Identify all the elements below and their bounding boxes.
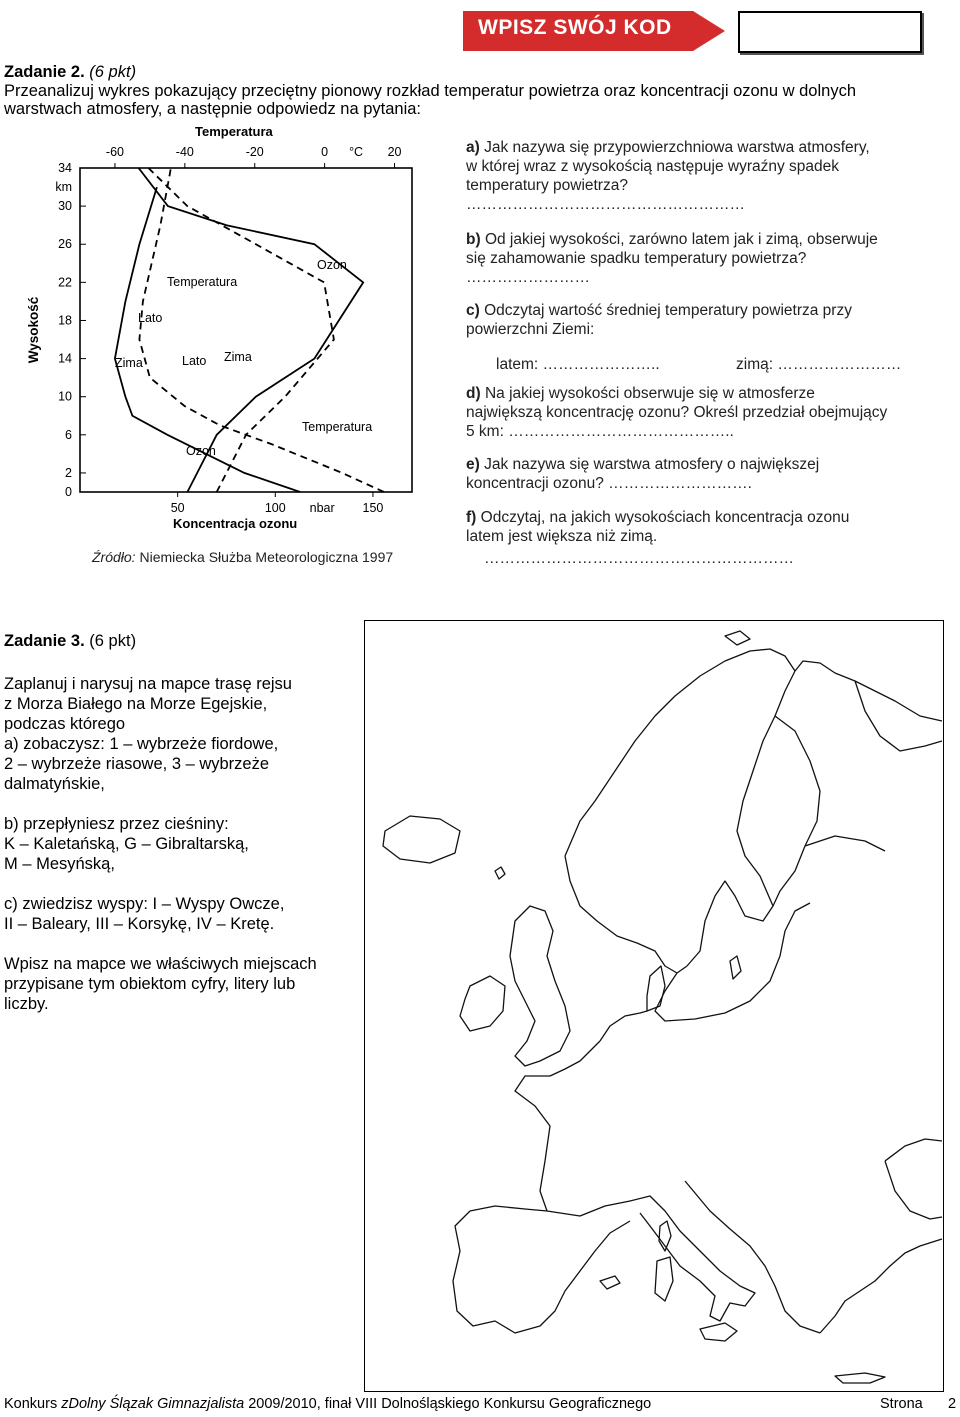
question-c <box>466 301 956 339</box>
chart-series-line <box>139 168 384 492</box>
island-balearics <box>600 1276 620 1289</box>
chart-top-tick-label: -40 <box>175 145 194 159</box>
coast-baltic-south <box>655 903 810 1021</box>
island-sardinia <box>655 1257 673 1301</box>
chart-y-tick-label: 22 <box>58 275 72 290</box>
coast-greece <box>820 1239 942 1333</box>
task3-p2-line1: Wpisz na mapce we właściwych miejscach <box>4 955 317 973</box>
question-a-line2: w której wraz z wysokością następuje wyraźny spadek <box>466 158 840 175</box>
question-d-line2: największą koncentrację ozonu? Określ przedział obejmujący <box>466 404 888 421</box>
chart-y-tick-label: 10 <box>58 389 72 404</box>
chart-top-tick-label: °C <box>349 145 364 159</box>
chart-y-tick-label: 6 <box>65 427 72 442</box>
page-footer <box>4 1396 957 1412</box>
question-a-line1: Jak nazywa się przypowierzchniowa warstwa atmosfery, <box>484 139 870 156</box>
task3-heading <box>4 631 136 651</box>
chart-y-tick-label: 26 <box>58 237 72 252</box>
question-e-line1: Jak nazywa się warstwa atmosfery o największej <box>484 456 820 473</box>
task3-p1-line1: Zaplanuj i narysuj na mapce trasę rejsu <box>4 675 292 693</box>
task3-b-line3: M – Mesyńską, <box>4 855 115 873</box>
task3-a-line2: 2 – wybrzeże riasowe, 3 – wybrzeże <box>4 755 270 773</box>
chart-series-line <box>148 168 334 492</box>
footer-contest-name: zDolny Ślązak Gimnazjalista <box>61 1396 245 1412</box>
answer-c-winter[interactable]: zimą: …………………… <box>736 356 902 373</box>
chart-bottom-tick-label: 50 <box>170 501 185 515</box>
task3-p1-line3: podczas którego <box>4 715 126 733</box>
code-label: WPISZ SWÓJ KOD <box>478 16 672 39</box>
europe-outline-map[interactable] <box>364 620 944 1392</box>
coast-scandinavia <box>565 649 942 966</box>
footer-page-label: Strona <box>880 1396 923 1412</box>
question-b-letter: b) <box>466 231 481 248</box>
chart-y-tick-label: 18 <box>58 313 72 328</box>
question-f-line2: latem jest większa niż zimą. <box>466 528 658 545</box>
chart-top-tick-label: -60 <box>105 145 124 159</box>
task2-points: (6 pkt) <box>89 63 137 81</box>
task3-a-line3: dalmatyńskie, <box>4 775 105 793</box>
task2-intro-2: warstwach atmosfery, a następnie odpowiedz na pytania: <box>4 100 422 118</box>
task3-b-line1: b) przepłyniesz przez cieśniny: <box>4 815 229 833</box>
coast-black-sea <box>885 1139 942 1219</box>
coast-finland-gulf <box>773 716 885 906</box>
chart-series-label: Ozon <box>317 258 347 272</box>
question-f <box>466 508 956 546</box>
footer-text-c: 2009/2010, finał VIII Dolnośląskiego Konkursu Geograficznego <box>244 1396 652 1412</box>
question-a-letter: a) <box>466 139 480 156</box>
question-c-line1: Odczytaj wartość średniej temperatury powietrza przy <box>484 302 852 319</box>
island-gotland <box>730 956 741 979</box>
coast-italy <box>630 1196 755 1321</box>
answer-f-blank[interactable]: …………………………………………………… <box>484 550 794 567</box>
task3-c-line1: c) zwiedzisz wyspy: I – Wyspy Owcze, <box>4 895 285 913</box>
chart-bottom-tick-label: 100 <box>264 501 286 515</box>
chart-frame <box>80 168 412 492</box>
chart-bottom-axis-title: Koncentracja ozonu <box>173 516 298 531</box>
question-f-line1: Odczytaj, na jakich wysokościach koncentracja ozonu <box>480 509 850 526</box>
question-b <box>466 230 956 287</box>
task3-p2-line2: przypisane tym obiektom cyfry, litery lub <box>4 975 296 993</box>
chart-bottom-tick-label: nbar <box>309 501 335 515</box>
source-prefix: Źródło: <box>92 549 136 565</box>
answer-c-summer[interactable]: latem: ………………….. <box>496 356 660 373</box>
footer-text-a: Konkurs <box>4 1396 62 1412</box>
task2-title: Zadanie 2. <box>4 63 85 81</box>
chart-y-tick-label: 2 <box>65 465 72 480</box>
island-sicily <box>700 1323 737 1341</box>
chart-y-tick-label: 30 <box>58 199 72 214</box>
source-text: Niemiecka Służba Meteorologiczna 1997 <box>139 549 394 565</box>
coast-iceland <box>383 816 460 863</box>
coast-denmark <box>647 966 665 1011</box>
chart-top-axis-title: Temperatura <box>195 124 273 139</box>
question-b-line1: Od jakiej wysokości, zarówno latem jak i zimą, obserwuje <box>484 231 878 248</box>
question-a <box>466 138 956 214</box>
task3-a-line1: a) zobaczysz: 1 – wybrzeże fiordowe, <box>4 735 279 753</box>
question-e-line2[interactable]: koncentracji ozonu? ………………………. <box>466 475 752 492</box>
chart-y-axis-title: Wysokość <box>26 296 41 364</box>
chart-top-tick-label: -20 <box>245 145 264 159</box>
task3-b-line2: K – Kaletańską, G – Gibraltarską, <box>4 835 249 853</box>
answer-a-blank[interactable]: ……………………………………………… <box>466 196 745 213</box>
task3-title: Zadanie 3. <box>4 632 85 650</box>
question-f-letter: f) <box>466 509 477 526</box>
question-c-line2: powierzchni Ziemi: <box>466 321 595 338</box>
chart-series-label: Temperatura <box>302 420 373 434</box>
temperature-ozone-chart <box>20 120 420 532</box>
answer-b-blank[interactable]: …………………… <box>466 269 590 286</box>
task3-text <box>4 674 354 1014</box>
task3-p1-line2: z Morza Białego na Morze Egejskie, <box>4 695 268 713</box>
coast-iberia <box>453 1206 630 1333</box>
chart-top-tick-label: 20 <box>387 145 402 159</box>
chart-y-unit: km <box>55 180 72 195</box>
task2-heading <box>4 62 136 82</box>
island-svalbard-hint <box>725 631 750 645</box>
question-e-letter: e) <box>466 456 480 473</box>
chart-series-label: Lato <box>138 311 163 325</box>
question-b-line2: się zahamowanie spadku temperatury powietrza? <box>466 250 807 267</box>
question-d <box>466 384 956 441</box>
coast-white-sea <box>855 681 942 751</box>
chart-series-label: Zima <box>224 350 252 364</box>
coast-france <box>515 1041 630 1216</box>
footer-page-number: 2 <box>948 1396 957 1412</box>
chart-series-label: Zima <box>115 356 143 370</box>
question-e <box>466 455 956 493</box>
task2-intro-1: Przeanalizuj wykres pokazujący przeciętny pionowy rozkład temperatur powietrza oraz koncentracji ozonu w dolnych <box>4 82 856 100</box>
island-crete <box>835 1373 885 1383</box>
question-d-line1: Na jakiej wysokości obserwuje się w atmosferze <box>484 385 815 402</box>
chart-series-line <box>139 168 364 492</box>
coast-faroe <box>495 867 505 879</box>
chart-bottom-tick-label: 150 <box>362 501 384 515</box>
chart-series-label: Temperatura <box>167 275 238 289</box>
code-input-box[interactable] <box>738 11 922 53</box>
question-c-letter: c) <box>466 302 480 319</box>
chart-y-tick-label: 34 <box>58 161 72 175</box>
task3-c-line2: II – Baleary, III – Korsykę, IV – Kretę. <box>4 915 275 933</box>
task3-p2-line3: liczby. <box>4 995 49 1013</box>
chart-top-tick-label: 0 <box>321 145 329 159</box>
coast-north-sea-continent <box>600 1011 647 1041</box>
task3-points: (6 pkt) <box>89 632 137 650</box>
question-d-letter: d) <box>466 385 481 402</box>
coast-scandinavia-west <box>565 856 687 973</box>
coast-ireland <box>460 976 505 1031</box>
chart-y-tick-label: 0 <box>65 485 72 499</box>
chart-series-label: Lato <box>182 354 207 368</box>
chart-source <box>92 549 393 565</box>
chart-series-label: Ozon <box>186 444 216 458</box>
chart-y-tick-label: 14 <box>58 351 72 366</box>
question-a-line3: temperatury powietrza? <box>466 177 628 194</box>
coast-uk <box>510 906 570 1066</box>
question-d-line3[interactable]: 5 km: …………………………………….. <box>466 423 734 440</box>
